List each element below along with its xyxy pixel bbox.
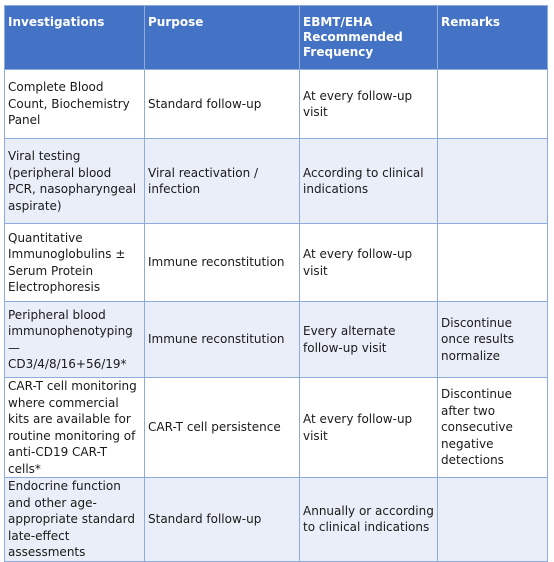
cell-remarks [438,139,548,224]
cell-investigation: Quantitative Immunoglobulins ± Serum Protein Electrophoresis [5,224,145,302]
cell-investigation: Endocrine function and other age-appropriate standard late-effect assessments [5,478,145,562]
cell-remarks [438,224,548,302]
cell-frequency: Every alternate follow-up visit [300,302,438,378]
header-frequency: EBMT/EHA Recommended Frequency [300,6,438,70]
cell-remarks [438,70,548,139]
cell-remarks: Discontinue once results normalize [438,302,548,378]
cell-purpose: CAR-T cell persistence [145,378,300,478]
cell-frequency: According to clinical indications [300,139,438,224]
cell-frequency: Annually or according to clinical indications [300,478,438,562]
cell-frequency: At every follow-up visit [300,224,438,302]
cell-purpose: Standard follow-up [145,478,300,562]
cell-frequency: At every follow-up visit [300,70,438,139]
table-row [5,70,548,139]
header-remarks: Remarks [438,6,548,70]
table-header-row [5,6,548,70]
header-purpose: Purpose [145,6,300,70]
table-row [5,139,548,224]
cell-investigation: Complete Blood Count, Biochemistry Panel [5,70,145,139]
cell-purpose: Immune reconstitution [145,302,300,378]
investigations-table [4,5,548,562]
cell-purpose: Immune reconstitution [145,224,300,302]
cell-remarks: Discontinue after two consecutive negative detections [438,378,548,478]
cell-remarks [438,478,548,562]
table-row [5,224,548,302]
cell-investigation: Viral testing (peripheral blood PCR, nasopharyngeal aspirate) [5,139,145,224]
header-investigations: Investigations [5,6,145,70]
table-row [5,302,548,378]
cell-purpose: Viral reactivation / infection [145,139,300,224]
cell-investigation: CAR-T cell monitoring where commercial kits are available for routine monitoring of anti-CD19 CAR-T cells* [5,378,145,478]
cell-investigation: Peripheral blood immunophenotyping — CD3/4/8/16+56/19* [5,302,145,378]
cell-purpose: Standard follow-up [145,70,300,139]
cell-frequency: At every follow-up visit [300,378,438,478]
table-row [5,478,548,562]
table-row [5,378,548,478]
